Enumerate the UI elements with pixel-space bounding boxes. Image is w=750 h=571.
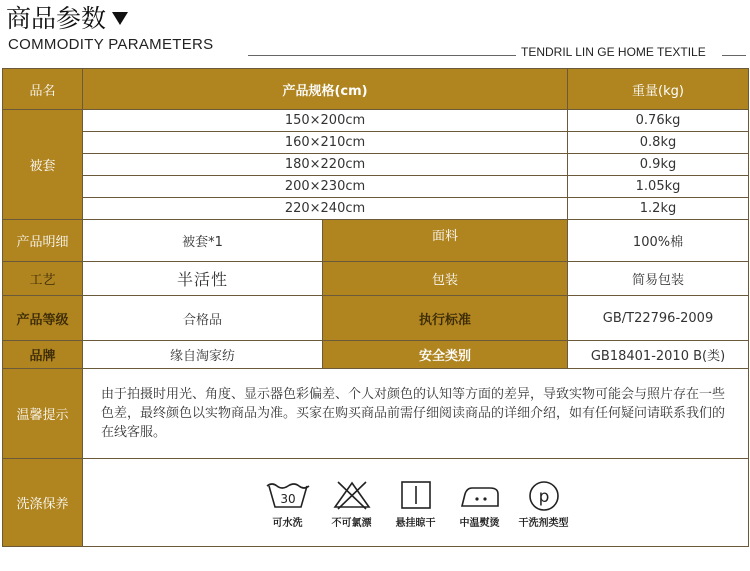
tip-label: 温馨提示	[3, 369, 83, 459]
wash-care-cell	[83, 459, 749, 547]
package-label: 包装	[323, 262, 568, 296]
product-name-cell: 被套	[3, 110, 83, 220]
size-spec: 160×210cm	[83, 132, 568, 154]
wash-30-icon	[266, 480, 310, 510]
parameter-table	[2, 68, 749, 547]
grade-label: 产品等级	[3, 296, 83, 341]
iron-medium-icon	[458, 480, 502, 510]
section-subtitle: COMMODITY PARAMETERS	[8, 36, 214, 53]
craft-value: 半活性	[83, 262, 323, 296]
wash-label: 洗涤保养	[3, 459, 83, 547]
standard-value: GB/T22796-2009	[568, 296, 749, 341]
standard-label: 执行标准	[323, 296, 568, 341]
detail-value: 被套*1	[83, 220, 323, 262]
page-header	[0, 0, 750, 62]
craft-label: 工艺	[3, 262, 83, 296]
table-row	[3, 262, 749, 296]
table-row	[3, 296, 749, 341]
brand-label: 品牌	[3, 341, 83, 369]
section-title: 商品参数	[6, 4, 128, 34]
col-weight-header: 重量(kg)	[568, 69, 749, 110]
size-spec: 150×200cm	[83, 110, 568, 132]
wash-item: 不可氯漂	[324, 480, 380, 529]
size-weight: 1.05kg	[568, 176, 749, 198]
brand-name: TENDRIL LIN GE HOME TEXTILE	[521, 45, 706, 59]
size-weight: 0.76kg	[568, 110, 749, 132]
safety-value: GB18401-2010 B(类)	[568, 341, 749, 369]
wash-item: p 干洗剂类型	[516, 480, 572, 529]
no-bleach-icon	[332, 480, 372, 510]
table-row	[3, 132, 749, 154]
table-row	[3, 459, 749, 547]
tip-text: 由于拍摄时用光、角度、显示器色彩偏差、个人对颜色的认知等方面的差异，导致实物可能会与照片存在一些色差，最终颜色以实物商品为准。买家在购买商品前需仔细阅读商品的详细介绍，如有任何疑问请联系我们的在线客服。	[83, 369, 749, 459]
svg-text:30: 30	[279, 492, 296, 506]
size-weight: 0.8kg	[568, 132, 749, 154]
grade-value: 合格品	[83, 296, 323, 341]
svg-text:p: p	[538, 487, 549, 507]
table-row	[3, 369, 749, 459]
brand-value: 缘自淘家纺	[83, 341, 323, 369]
col-name-header: 品名	[3, 69, 83, 110]
table-row	[3, 341, 749, 369]
size-spec: 220×240cm	[83, 198, 568, 220]
table-row	[3, 198, 749, 220]
size-weight: 0.9kg	[568, 154, 749, 176]
wash-item: 悬挂晾干	[388, 480, 444, 529]
header-divider	[248, 55, 516, 56]
table-header-row	[3, 69, 749, 110]
col-spec-header: 产品规格(cm)	[83, 69, 568, 110]
wash-item: 30 可水洗	[260, 480, 316, 529]
table-row	[3, 110, 749, 132]
table-row	[3, 176, 749, 198]
hang-dry-icon	[396, 480, 436, 510]
dry-clean-p-icon	[526, 480, 562, 514]
table-row	[3, 154, 749, 176]
safety-label: 安全类别	[323, 341, 568, 369]
size-spec: 200×230cm	[83, 176, 568, 198]
triangle-down-icon	[112, 12, 128, 25]
size-weight: 1.2kg	[568, 198, 749, 220]
wash-icons	[83, 476, 748, 529]
detail-label: 产品明细	[3, 220, 83, 262]
fabric-value: 100%棉	[568, 220, 749, 262]
wash-item: 中温熨烫	[452, 480, 508, 529]
fabric-label: 面料	[323, 220, 568, 262]
table-row	[3, 220, 749, 262]
size-spec: 180×220cm	[83, 154, 568, 176]
header-divider-right	[722, 55, 746, 56]
package-value: 简易包装	[568, 262, 749, 296]
